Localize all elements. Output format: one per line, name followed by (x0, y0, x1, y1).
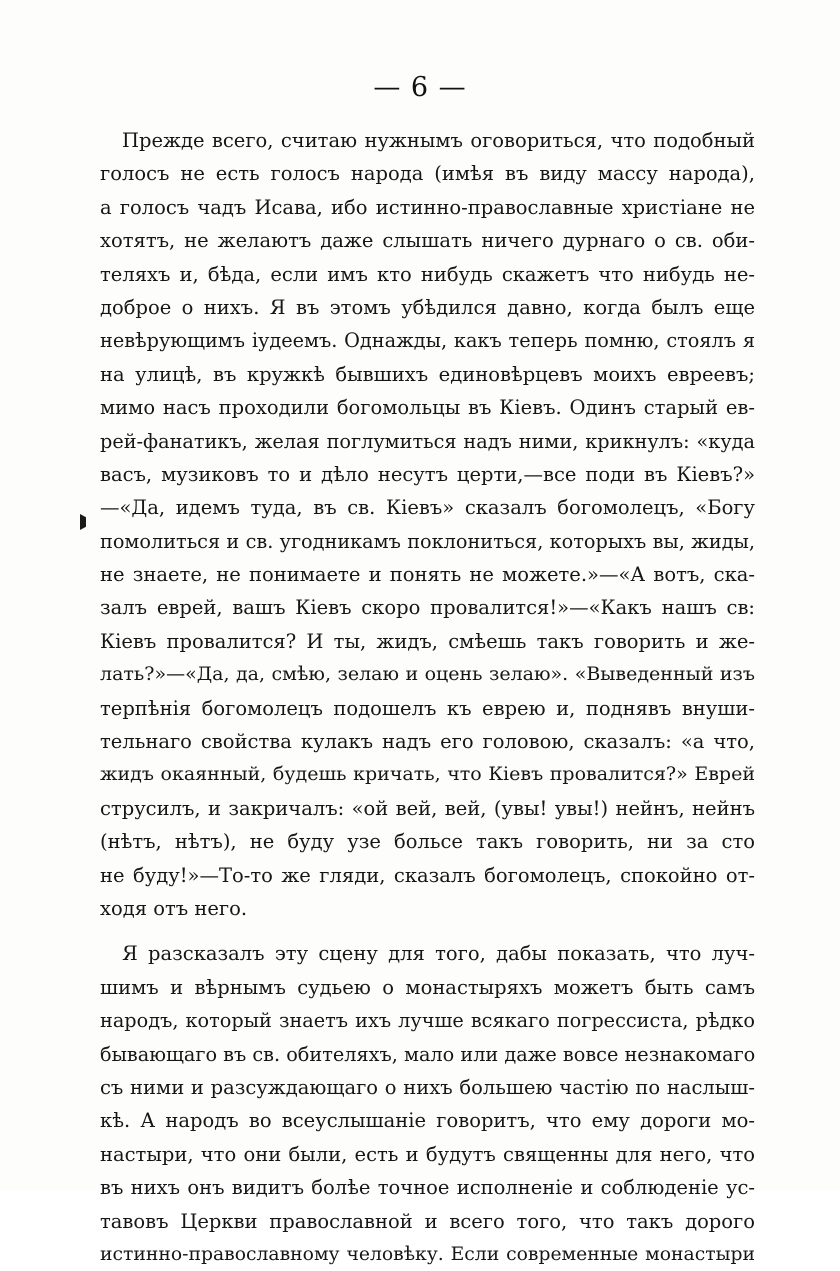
text-line: невѣрующимъ iудеемъ. Однажды, какъ теперь помню, стоялъ я (100, 329, 755, 353)
text-line: народъ, который знаетъ ихъ лучше всякаго погрессиста, рѣдко (100, 1009, 755, 1033)
text-line: доброе о нихъ. Я въ этомъ убѣдился давно, когда былъ еще (100, 295, 755, 319)
text-line: Прежде всего, считаю нужнымъ оговориться, что подобный (122, 129, 755, 152)
text-line: настыри, что они были, есть и будутъ священны для него, что (100, 1142, 755, 1166)
paragraph-gap (100, 925, 755, 937)
text-line: не знаете, не понимаете и понять не можете.»—«А вотъ, ска- (100, 563, 755, 587)
text-line: мимо насъ проходили богомольцы въ Кiевъ. Одинъ старый ев- (100, 396, 755, 420)
text-line: ходя отъ него. (100, 896, 248, 920)
paragraph-1 (100, 124, 755, 925)
paragraph-2 (100, 937, 755, 1271)
text-line: кѣ. А народъ во всеуслышанiе говоритъ, что ему дороги мо- (100, 1109, 755, 1133)
text-line: жидъ окаянный, будешь кричать, что Кiевъ провалится?» Еврей (100, 763, 755, 786)
text-line: струсилъ, и закричалъ: «ой вей, вей, (увы! увы!) нейнъ, нейнъ (100, 796, 755, 820)
text-line: Я разсказалъ эту сцену для того, дабы показать, что луч- (122, 942, 755, 966)
body-text (100, 124, 755, 1271)
text-line: васъ, музиковъ то и дѣло несутъ церти,—все поди въ Кiевъ?» (100, 462, 755, 486)
text-line: тавовъ Церкви православной и всего того, что такъ дорого (100, 1209, 755, 1233)
text-line: терпѣнiя богомолецъ подошелъ къ еврею и, поднявъ внуши- (100, 696, 755, 720)
page-number: — 6 — (373, 72, 467, 103)
text-line: Кiевъ провалится? И ты, жидъ, смѣешь такъ говорить и же- (100, 629, 755, 653)
text-line: рей-фанатикъ, желая поглумиться надъ ними, крикнулъ: «куда (100, 429, 755, 453)
text-line: истинно-православному человѣку. Если современные монастыри (100, 1243, 755, 1265)
text-line: а голосъ чадъ Исава, ибо истинно-православные христiане не (100, 195, 755, 219)
text-line: хотятъ, не желаютъ даже слышать ничего дурнаго о св. оби- (100, 229, 755, 253)
text-line: въ нихъ онъ видитъ болѣе точное исполненiе и соблюденiе ус- (100, 1176, 755, 1200)
margin-mark (80, 514, 86, 530)
text-line: голосъ не есть голосъ народа (имѣя въ виду массу народа), (100, 162, 755, 186)
text-line: (нѣтъ, нѣтъ), не буду узе больсе такъ говорить, ни за сто (100, 830, 755, 854)
text-line: не буду!»—То-то же гляди, сказалъ богомолецъ, спокойно от- (100, 863, 755, 887)
text-line: помолиться и св. угодникамъ поклониться, которыхъ вы, жиды, (100, 529, 755, 553)
text-line: теляхъ и, бѣда, если имъ кто нибудь скажетъ что нибудь не- (100, 262, 755, 286)
text-line: —«Да, идемъ туда, въ св. Кiевъ» сказалъ богомолецъ, «Богу (100, 496, 755, 520)
text-line: тельнаго свойства кулакъ надъ его головою, сказалъ: «а что, (100, 730, 755, 754)
text-line: лать?»—«Да, да, смѣю, зелаю и оцень зелаю». «Выведенный изъ (100, 663, 755, 686)
text-line: съ ними и разсуждающаго о нихъ большею частiю по наслыш- (100, 1075, 755, 1099)
text-line: шимъ и вѣрнымъ судьею о монастыряхъ можетъ быть самъ (100, 975, 755, 999)
text-line: на улицѣ, въ кружкѣ бывшихъ единовѣрцевъ моихъ евреевъ; (100, 362, 755, 386)
text-line: бывающаго въ св. обителяхъ, мало или даже вовсе незнакомаго (100, 1042, 755, 1066)
text-line: залъ еврей, вашъ Кiевъ скоро провалится!»—«Какъ нашъ св: (100, 596, 755, 620)
